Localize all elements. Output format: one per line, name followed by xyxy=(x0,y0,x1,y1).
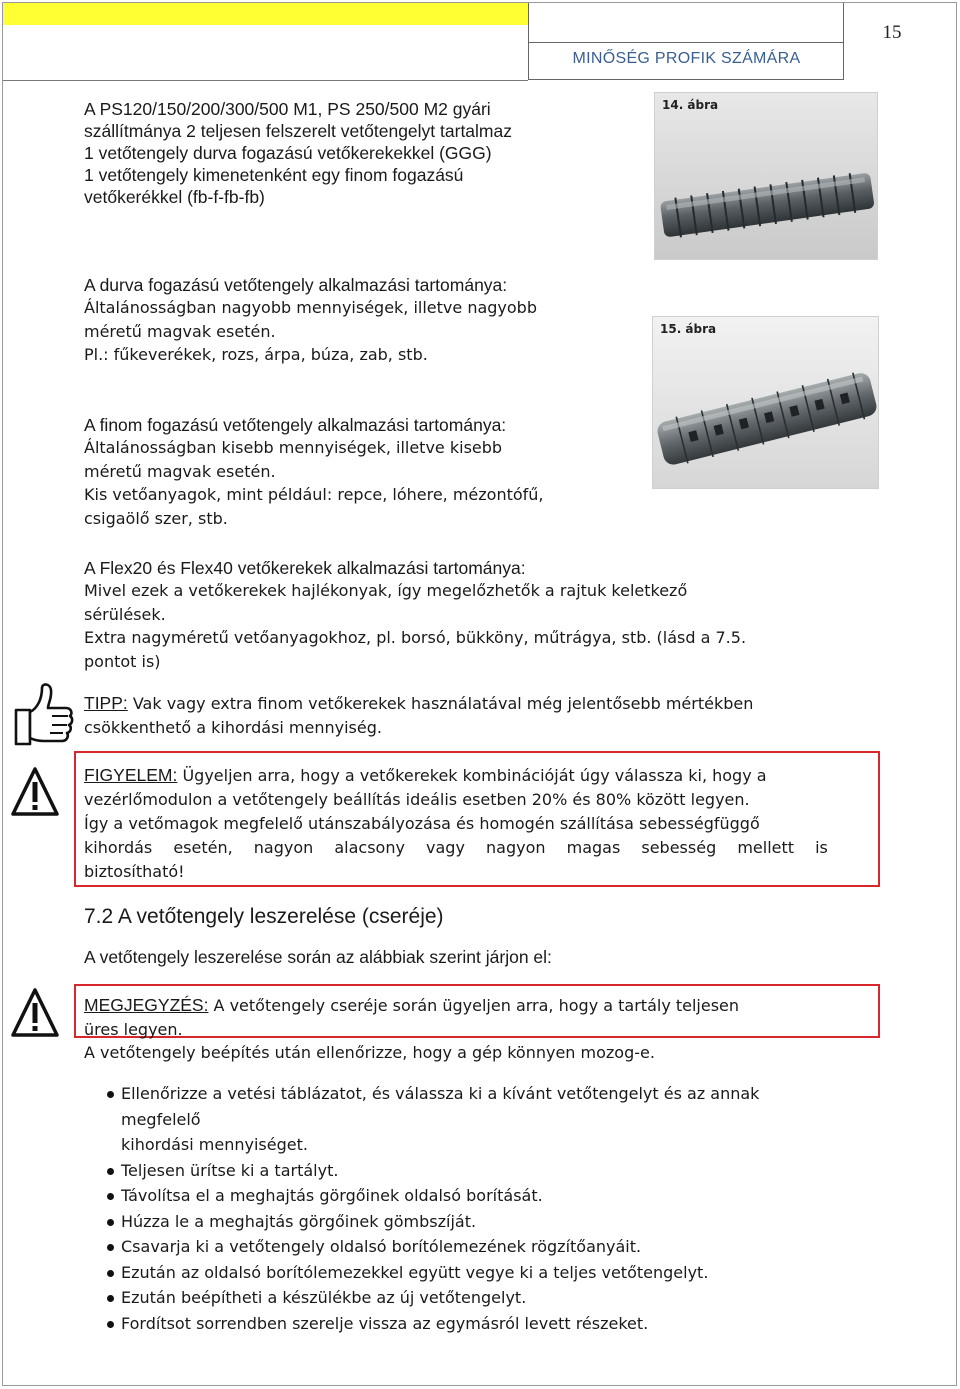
note-line: üres legyen. xyxy=(84,1019,183,1039)
list-item-text: Ezután beépítheti a készülékbe az új vetőtengelyt. xyxy=(121,1288,527,1307)
removal-steps-list xyxy=(104,1081,824,1336)
header-divider xyxy=(529,42,844,43)
coarse-range-line: méretű magvak esetén. xyxy=(84,321,276,341)
flex-range-section xyxy=(84,557,874,673)
list-item-text: Ezután az oldalsó borítólemezekkel együtt vegye ki a teljes vetőtengelyt. xyxy=(121,1262,709,1282)
warning-text xyxy=(84,764,876,884)
section-heading: 7.2 A vetőtengely leszerelése (cseréje) xyxy=(84,905,444,928)
page-number: 15 xyxy=(882,22,902,43)
list-item-text: megfelelő xyxy=(121,1109,201,1129)
tip-text: csökkenthető a kihordási mennyiség. xyxy=(84,718,382,737)
figure-15-fine-seed-shaft xyxy=(652,316,879,489)
list-item-text: kihordási mennyiséget. xyxy=(121,1135,308,1154)
list-item-text: Fordítsot sorrendben szerelje vissza az egymásról levett részeket. xyxy=(121,1313,649,1333)
flex-range-line: Extra nagyméretű vetőanyagokhoz, pl. borsó, bükköny, műtrágya, stb. (lásd a 7.5. xyxy=(84,628,747,647)
note-label: MEGJEGYZÉS: xyxy=(84,995,209,1015)
coarse-range-section xyxy=(84,274,644,367)
coarse-range-line: Általánosságban nagyobb mennyiségek, illetve nagyobb xyxy=(84,298,537,317)
intro-line: szállítmánya 2 teljesen felszerelt vetőtengelyt tartalmaz xyxy=(84,121,512,141)
warning-label: FIGYELEM: xyxy=(84,765,178,785)
flex-range-line: sérülések. xyxy=(84,604,166,624)
warning-line: biztosítható! xyxy=(84,862,185,881)
list-item-text: Csavarja ki a vetőtengely oldalsó borítólemezének rögzítőanyáit. xyxy=(121,1237,642,1256)
list-item-text: Teljesen ürítse ki a tartályt. xyxy=(121,1160,339,1180)
warning-line: kihordás esetén, nagyon alacsony vagy nagyon magas sebesség mellett is xyxy=(84,838,828,857)
tip-label: TIPP: xyxy=(84,693,128,713)
note-line: A vetőtengely beépítés után ellenőrizze, hogy a gép könnyen mozog-e. xyxy=(84,1043,655,1062)
fine-range-line: Általánosságban kisebb mennyiségek, illetve kisebb xyxy=(84,438,503,457)
coarse-range-line: Pl.: fűkeverékek, rozs, árpa, búza, zab, stb. xyxy=(84,345,428,364)
flex-range-heading: A Flex20 és Flex40 vetőkerekek alkalmazási tartománya: xyxy=(84,558,526,578)
intro-paragraph xyxy=(84,98,624,208)
note-line: A vetőtengely cseréje során ügyeljen arra, hogy a tartály teljesen xyxy=(208,996,740,1015)
tip-text: Vak vagy extra finom vetőkerekek használatával még jelentősebb mértékben xyxy=(127,694,754,713)
figure-15-caption: 15. ábra xyxy=(660,322,717,336)
warning-line: Így a vetőmagok megfelelő utánszabályozása és homogén szállítása sebességfüggő xyxy=(84,814,760,833)
list-item xyxy=(104,1081,824,1158)
list-item xyxy=(104,1285,824,1311)
list-item xyxy=(104,1234,824,1260)
list-item xyxy=(104,1311,824,1337)
figure-14-caption: 14. ábra xyxy=(662,98,719,112)
warning-triangle-icon xyxy=(10,986,60,1040)
warning-line: vezérlőmodulon a vetőtengely beállítás ideális esetben 20% és 80% között legyen. xyxy=(84,790,750,809)
list-item xyxy=(104,1158,824,1184)
note-text xyxy=(84,994,874,1065)
fine-range-line: méretű magvak esetén. xyxy=(84,461,276,481)
figure-14-coarse-seed-shaft xyxy=(654,92,878,260)
fine-range-section xyxy=(84,414,644,530)
tip-paragraph xyxy=(84,692,884,740)
flex-range-line: Mivel ezek a vetőkerekek hajlékonyak, így megelőzhetők a rajtuk keletkező xyxy=(84,581,688,600)
warning-line: Ügyeljen arra, hogy a vetőkerekek kombinációját úgy válassza ki, hogy a xyxy=(177,766,767,785)
header-subtitle: MINŐSÉG PROFIK SZÁMÁRA xyxy=(572,50,801,67)
thumbs-up-icon xyxy=(10,680,76,748)
list-item xyxy=(104,1209,824,1235)
header-rule xyxy=(3,80,528,81)
fine-range-line: csigaölő szer, stb. xyxy=(84,508,228,528)
intro-line: 1 vetőtengely kimenetenként egy finom fogazású xyxy=(84,165,464,185)
flex-range-line: pontot is) xyxy=(84,651,161,671)
intro-line: 1 vetőtengely durva fogazású vetőkerekekkel (GGG) xyxy=(84,143,492,163)
list-item-text: Távolítsa el a meghajtás görgőinek oldalsó borítását. xyxy=(121,1186,543,1205)
warning-triangle-icon xyxy=(10,765,60,819)
fine-range-heading: A finom fogazású vetőtengely alkalmazási tartománya: xyxy=(84,415,507,435)
coarse-shaft-photo xyxy=(655,93,878,260)
list-item-text: Ellenőrizze a vetési táblázatot, és válassza ki a kívánt vetőtengelyt és az annak xyxy=(121,1084,760,1103)
list-item xyxy=(104,1183,824,1209)
list-item-text: Húzza le a meghajtás görgőinek gömbszíját. xyxy=(121,1211,477,1231)
coarse-range-heading: A durva fogazású vetőtengely alkalmazási tartománya: xyxy=(84,275,508,295)
intro-line: vetőkerékkel (fb-f-fb-fb) xyxy=(84,187,265,207)
fine-range-line: Kis vetőanyagok, mint például: repce, lóhere, mézontófű, xyxy=(84,485,544,504)
fine-shaft-photo xyxy=(653,317,879,489)
section-intro: A vetőtengely leszerelése során az alábbiak szerint járjon el: xyxy=(84,947,552,967)
list-item xyxy=(104,1260,824,1286)
header-accent-bar xyxy=(3,3,528,25)
intro-line: A PS120/150/200/300/500 M1, PS 250/500 M2 gyári xyxy=(84,99,491,119)
